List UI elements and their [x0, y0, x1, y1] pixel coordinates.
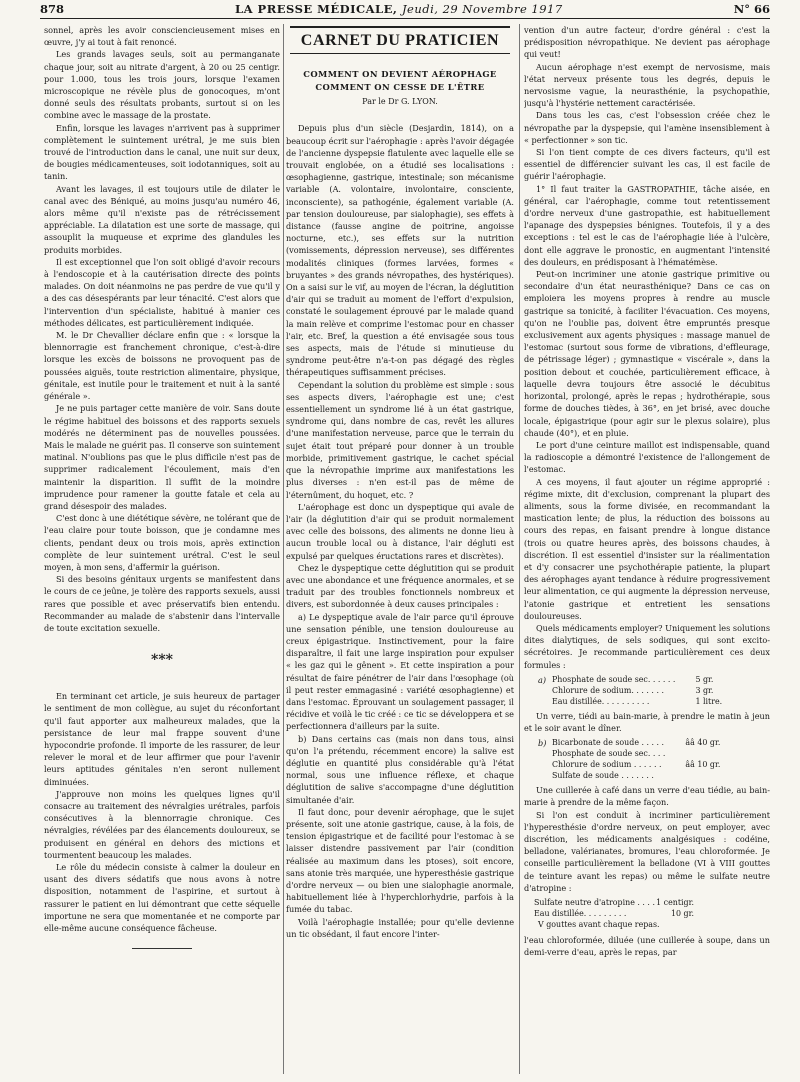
- end-rule: [132, 948, 192, 949]
- column-2: [286, 24, 514, 1074]
- formula-table: [552, 737, 724, 781]
- ingredient: Chlorure de sodium . . . . . .: [552, 760, 662, 770]
- paragraph: Il est exceptionnel que l'on soit obligé d'avoir recours à l'endoscopie et à la cautérisation directe des points malades. On doit néanmoins ne pas perdre de vue qu'il y a des cas désespérants par leur ténacité. C'est alors que l'intervention d'un spécialiste, habitué à manier ces méthodes délicates, est particulièrement indiquée.: [44, 256, 280, 328]
- paragraph: Avant les lavages, il est toujours utile de dilater le canal avec des Béniqué, au moins jusqu'au numéro 46, alors même qu'il n'existe pas de rétrécissement appréciable. La dilatation est une sorte de massage, qui assouplit la muqueuse et exprime des glandules les produits morbides.: [44, 183, 280, 255]
- dose: 1 litre.: [695, 696, 723, 706]
- paragraph: Aucun aérophage n'est exempt de nervosisme, mais l'état nerveux présente tous les degrés, depuis le nervosisme vague, la neurasthénie, la psychopathie, jusqu'à l'hystérie nettement caractérisée.: [524, 61, 770, 109]
- ingredient: Sulfate de soude . . . . . . .: [552, 771, 654, 781]
- paragraph: Cependant la solution du problème est simple : sous ses aspects divers, l'aérophagie est une; c'est essentiellement un syndrome lié à un état gastrique, syndrome qui, dans nombre de cas, revêt les allures d'une manifestation nerveuse, parce que le terrain du sujet était tout préparé pour donner à un trouble morbide, primitivement gastrique, le cachet spécial que la névropathie imprime aux manifestations les plus diverses : n'en est-il pas de même de l'éternûment, du hoquet, etc. ?: [286, 379, 514, 500]
- masthead: [235, 2, 563, 16]
- paragraph: M. le Dr Chevallier déclare enfin que : « lorsque la blennorragie est franchement chronique, c'est-à-dire lorsque les excès de boissons ne provoquent pas de poussées aiguës, toute restriction alimentaire, physique, génitale, est inutile pour le traitement et nuit à la santé générale ».: [44, 330, 280, 402]
- paragraph: C'est donc à une diététique sévère, ne tolérant que de l'eau claire pour toute boisson, que je condamne mes clients, pendant deux ou trois mois, après extinction complète de leur suintement urétral. C'est le seul moyen, à mon sens, d'affermir la guérison.: [44, 513, 280, 572]
- paragraph: Un verre, tiédi au bain-marie, à prendre le matin à jeun et le soir avant le dîner.: [524, 710, 770, 733]
- journal-name: LA PRESSE MÉDICALE,: [235, 2, 398, 16]
- ingredient: Phosphate de soude sec. . . .: [552, 749, 666, 759]
- article-title-line-2: COMMENT ON CESSE DE L'ÊTRE: [315, 82, 485, 93]
- ingredient: Bicarbonate de soude . . . . .: [552, 738, 665, 748]
- issue-date: Jeudi, 29 Novembre 1917: [401, 2, 563, 16]
- paragraph: a) Le dyspeptique avale de l'air parce qu'il éprouve une sensation pénible, une tension douloureuse au creux épigastrique. Instinctivement, pour la faire disparaître, il fait une large inspiration pour expulser « les gaz qui le gênent ». Et cette inspiration a pour résultat de faire pénétrer de l'air dans l'œsophage (où il peut rester emmagasiné : variété œsophagienne) et dans l'estomac. Éprouvant un soulagement passager, il récidive et voilà le tic créé : ce tic se développera et se perfectionnera d'ailleurs par la suite.: [286, 611, 514, 732]
- paragraph: L'aérophage est donc un dyspeptique qui avale de l'air (la déglutition d'air qui se produit normalement avec celle des boissons, des aliments ne donne lieu à aucun trouble local ou à distance, l'air dégluti est expulsé par quelques éructations rares et discrètes).: [286, 501, 514, 561]
- paragraph: Les grands lavages seuls, soit au permanganate chaque jour, soit au nitrate d'argent, à 20 ou 25 centigr. pour 1.000, tous les trois jours, lorsque l'examen microscopique ne révèle plus de gonocoques, m'ont donné seuls des résultats probants, surtout si on les combine avec le massage de la prostate.: [44, 49, 280, 121]
- paragraph: vention d'un autre facteur, d'ordre général : c'est la prédisposition névropathique. Ne devient pas aérophage qui veut!: [524, 25, 770, 60]
- paragraph: Dans tous les cas, c'est l'obsession créée chez le névropathe par la dyspepsie, qui l'amène insensiblement à « perfectionner » son tic.: [524, 110, 770, 145]
- dose: 5 gr.: [695, 674, 714, 684]
- formula-c: [534, 897, 770, 930]
- formula-table: [552, 674, 726, 707]
- column-divider: [283, 24, 284, 1074]
- dose: 1 centigr.: [656, 898, 694, 907]
- paragraph: Chez le dyspeptique cette déglutition qui se produit avec une abondance et une fréquence anormales, et se traduit par des troubles fonctionnels nombreux et divers, est subordonnée à deux causes principales :: [286, 562, 514, 610]
- ingredient: Phosphate de soude sec. . . . . .: [552, 674, 676, 684]
- formula-b: [538, 737, 770, 781]
- section-asterism: ***: [151, 652, 173, 669]
- dose: 10 gr.: [670, 909, 694, 918]
- page-header: [40, 0, 770, 19]
- article-byline: Par le Dr G. LYON.: [362, 97, 438, 107]
- dosage-note: V gouttes avant chaque repas.: [538, 920, 660, 929]
- paragraph: Si l'on est conduit à incriminer particulièrement l'hyperesthésie d'ordre nerveux, on peut employer, avec discrétion, les médicaments analgésiques : codéine, belladone, valérianates, bromures, l'eau chloroformée. Je conseille particulièrement la belladone (VI à VIII gouttes de teinture avant les repas) ou même le sulfate neutre d'atropine :: [524, 809, 770, 893]
- paragraph: b) Dans certains cas (mais non dans tous, ainsi qu'on l'a prétendu, récemment encore) la salive est déglutie en quantité plus considérable qu'à l'état normal, sous une influence réflexe, et chaque déglutition de salive s'accompagne d'une déglutition simultanée d'air.: [286, 733, 514, 805]
- page-number: 878: [40, 2, 65, 16]
- dose: ââ 10 gr.: [685, 760, 721, 770]
- article-title-line-1: COMMENT ON DEVIENT AÉROPHAGE: [303, 69, 497, 80]
- paragraph: A ces moyens, il faut ajouter un régime approprié : régime mixte, dit d'exclusion, comprenant la plupart des aliments, sous la forme divisée, en recommandant la mastication lente; de plus, la réduction des boissons au cours des repas, en faisant prendre à longue distance (trois ou quatre heures après, des boissons chaudes, à discrétion. Il est essentiel d'insister sur la réalimentation et d'y consacrer une psychothérapie patiente, la plupart des aérophages ayant tendance à réduire progressivement leur alimentation, ce qui augmente la dépression nerveuse, l'atonie gastrique et entretient les sensations douloureuses.: [524, 476, 770, 621]
- paragraph: Une cuillerée à café dans un verre d'eau tiédie, au bain-marie à prendre de la même façon.: [524, 785, 770, 808]
- paragraph: Si l'on tient compte de ces divers facteurs, qu'il est essentiel de différencier suivant les cas, il est facile de guérir l'aérophagie.: [524, 147, 770, 182]
- paragraph: Quels médicaments employer? Uniquement les solutions dites dialytiques, de sels sodiques, qui sont excito-sécrétoires. Je recommande particulièrement ces deux formules :: [524, 622, 770, 670]
- ingredient: Eau distillée. . . . . . . . .: [534, 909, 627, 918]
- dose: 3 gr.: [695, 685, 714, 695]
- paragraph: Depuis plus d'un siècle (Desjardin, 1814), on a beaucoup écrit sur l'aérophagie : après l'avoir dégagée de l'ancienne dyspepsie flatulente avec laquelle elle se trouvait englobée, on a étudié ses localisations : œsophagienne, gastrique, intestinale; son mécanisme variable (A. volontaire, involontaire, consciente, inconsciente), sa pathogénie, également variable (A. par tension douloureuse, par sialophagie), ses effets à distance (fausse angine de poitrine, angoisse nocturne, etc.), ses effets sur la nutrition (vomissements, dépression nerveuse), ses différentes modalités cliniques (formes larvées, formes « bruyantes » des grands névropathes, des hystériques). On a saisi sur le vif, au moyen de l'écran, la déglutition d'air qui se traduit au moment de l'effort d'expulsion, constaté le soulagement éprouvé par le malade quand la main relève et comprime l'estomac pour en chasser l'air, etc. Bref, la question a été envisagée sous tous ses aspects, mais de l'étude si minutieuse du syndrome peut-être n'a-t-on pas dégagé des règles thérapeutiques suffisamment précises.: [286, 123, 514, 378]
- dose: ââ 40 gr.: [685, 738, 721, 748]
- paragraph: Si des besoins génitaux urgents se manifestent dans le cours de ce jeûne, je tolère des rapports sexuels, aussi rares que possible et avec préservatifs bien entendu. Recommander au malade de s'abstenir dans l'intervalle de toute excitation sexuelle.: [44, 574, 280, 633]
- paragraph: Le rôle du médecin consiste à calmer la douleur en usant des divers sédatifs que nous avons à notre disposition, notamment de l'aspirine, et surtout à rassurer le patient en lui démontrant que cette séquelle importune ne sera que momentanée et ne comporte par elle-même aucune conséquence fâcheuse.: [44, 862, 280, 934]
- paragraph: J'approuve non moins les quelques lignes qu'il consacre au traitement des névralgies urétrales, parfois consécutives à la blennorragie chronique. Ces névralgies, révélées par des élancements douloureux, se produisent en général en dehors des mictions et tourmentent beaucoup les malades.: [44, 788, 280, 860]
- paragraph: Voilà l'aérophagie installée; pour qu'elle devienne un tic obsédant, il faut encore l'inter-: [286, 916, 514, 939]
- ingredient: Eau distillée. . . . . . . . . .: [552, 696, 650, 706]
- paragraph: l'eau chloroformée, diluée (une cuillerée à soupe, dans un demi-verre d'eau, après le repas, par: [524, 935, 770, 958]
- paragraph: 1° Il faut traiter la GASTROPATHIE, tâche aisée, en général, car l'aérophagie, comme tout retentissement d'ordre nerveux d'une gastropathie, est habituellement l'apanage des dyspepsies bénignes. Toutefois, il y a des exceptions : tel est le cas de l'aérophagie liée à l'ulcère, dont elle aggrave le pronostic, en augmentant l'intensité des douleurs, en prédisposant à l'hématémèse.: [524, 183, 770, 267]
- formula-label: b): [538, 738, 547, 749]
- formula-a: [538, 674, 770, 707]
- paragraph: Je ne puis partager cette manière de voir. Sans doute le régime habituel des boissons et des rapports sexuels modérés ne déterminent pas de nouvelles poussées. Mais le malade ne guérit pas. Il conserve son suintement matinal. N'oublions pas que le plus difficile n'est pas de supprimer radicalement l'écoulement, mais d'en maintenir la disparition. Il suffit de la moindre imprudence pour ramener la goutte fatale et cela au grand désespoir des malades.: [44, 403, 280, 511]
- rubric-title: CARNET DU PRATICIEN: [290, 26, 510, 54]
- column-1: [44, 24, 280, 1074]
- paragraph: sonnel, après les avoir consciencieusement mises en œuvre, j'y ai tout à fait renoncé.: [44, 25, 280, 48]
- ingredient: Sulfate neutre d'atropine . . . .: [534, 898, 655, 907]
- paragraph: En terminant cet article, je suis heureux de partager le sentiment de mon collègue, au sujet du réconfortant qu'il faut apporter aux malheureux malades, que la persistance de leur mal frappe souvent d'une hypocondrie profonde. Il importe de les rassurer, de leur relever le moral et de leur affirmer que pour l'avenir leurs aptitudes génitales n'en seront nullement diminuées.: [44, 691, 280, 787]
- formula-label: a): [538, 674, 547, 685]
- paragraph: Enfin, lorsque les lavages n'arrivent pas à supprimer complètement le suintement urétral, je me suis bien trouvé de l'introduction dans le canal, une nuit sur deux, de bougies médicamenteuses, soit iodotanniques, soit au tanin.: [44, 122, 280, 182]
- issue-number: N° 66: [733, 2, 770, 16]
- ingredient: Chlorure de sodium. . . . . . .: [552, 685, 664, 695]
- column-3: [524, 24, 770, 1074]
- column-divider: [519, 24, 520, 1074]
- paragraph: Peut-on incriminer une atonie gastrique primitive ou secondaire d'un état neurasthénique? Dans ce cas on emploiera les moyens propres à rendre au muscle gastrique sa tonicité, à faciliter l'évacuation. Ces moyens, qu'on ne l'oublie pas, doivent être empruntés presque exclusivement aux agents physiques : massage manuel de l'estomac (surtout sous forme de vibrations, d'effleurage, de pétrissage léger) ; gymnastique « viscérale », dans la position debout et couchée, particulièrement efficace, à laquelle devra toujours être associé le décubitus horizontal, prolongé, après le repas ; hydrothérapie, sous forme de douches tièdes, à 36°, en jet brisé, avec douche locale, épigastrique (pour agir sur le plexus solaire), plus chaude (40°), et en pluie.: [524, 269, 770, 438]
- paragraph: Le port d'une ceinture maillot est indispensable, quand la radioscopie a démontré l'existence de l'allongement de l'estomac.: [524, 439, 770, 475]
- paragraph: Il faut donc, pour devenir aérophage, que le sujet présente, soit une atonie gastrique, cause, à la fois, de tension épigastrique et de facilité pour l'estomac à se laisser distendre passivement par l'air (condition réalisée au maximum dans les ptoses), soit encore, sans atonie très marquée, une hyperesthésie gastrique d'ordre nerveux — ou bien une sialophagie anormale, habituellement liée à l'hyperchlorhydrie, parfois à la fumée du tabac.: [286, 806, 514, 915]
